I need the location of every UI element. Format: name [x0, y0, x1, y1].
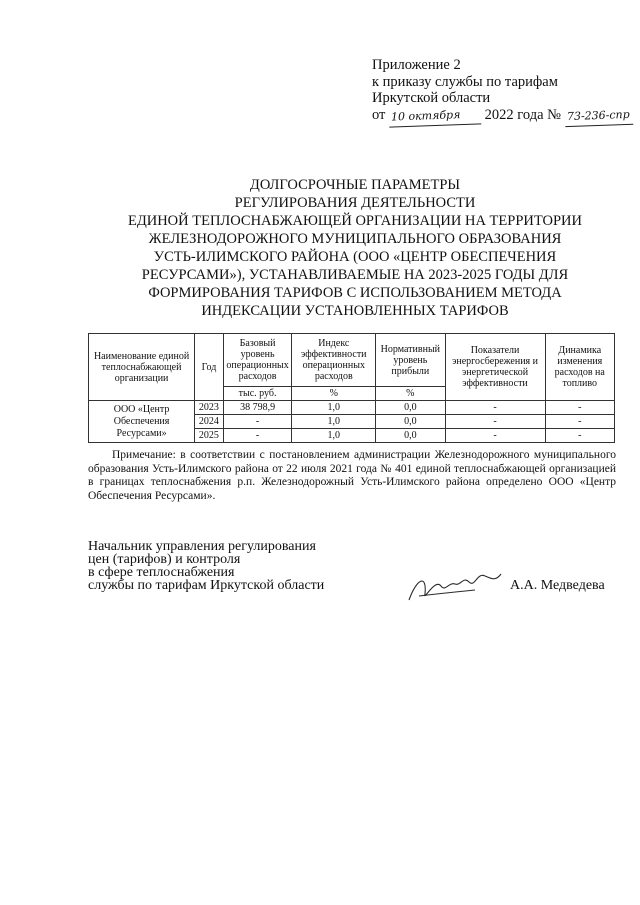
appendix-line-3: Иркутской области	[372, 90, 491, 106]
fuel-cell: -	[545, 401, 614, 415]
fuel-cell: -	[545, 429, 614, 443]
order-number-handwritten: 73-236-спр	[564, 106, 633, 126]
header-profit: Нормативный уровень прибыли	[376, 334, 445, 387]
position-line: службы по тарифам Иркутской области	[88, 578, 325, 593]
header-fuel: Динамика изменения расходов на топливо	[545, 334, 614, 401]
base-cell: 38 798,9	[223, 401, 292, 415]
title-line: РЕГУЛИРОВАНИЯ ДЕЯТЕЛЬНОСТИ	[234, 195, 476, 211]
title-line: ДОЛГОСРОЧНЫЕ ПАРАМЕТРЫ	[249, 177, 461, 193]
header-year: Год	[195, 334, 224, 401]
document-title	[85, 176, 625, 320]
energy-cell: -	[445, 401, 545, 415]
org-name-cell: ООО «Центр Обеспечения Ресурсами»	[89, 401, 195, 443]
position-line: Начальник управления регулирования	[88, 539, 316, 554]
appendix-line-1: Приложение 2	[372, 57, 461, 73]
parameters-table	[88, 333, 615, 443]
header-org: Наименование единой теплоснабжающей организации	[89, 334, 195, 401]
order-date-prefix: от	[372, 106, 386, 123]
unit-index: %	[292, 387, 376, 401]
unit-base: тыс. руб.	[223, 387, 292, 401]
order-year-text: 2022 года №	[484, 106, 561, 123]
title-line: ИНДЕКСАЦИИ УСТАНОВЛЕННЫХ ТАРИФОВ	[201, 303, 509, 319]
year-cell: 2025	[195, 429, 224, 443]
energy-cell: -	[445, 415, 545, 429]
energy-cell: -	[445, 429, 545, 443]
profit-cell: 0,0	[376, 429, 445, 443]
signatory-position	[88, 540, 324, 592]
year-cell: 2023	[195, 401, 224, 415]
signatory-name: А.А. Медведева	[510, 578, 605, 593]
table-header-row	[89, 334, 615, 387]
profit-cell: 0,0	[376, 415, 445, 429]
appendix-block	[372, 57, 633, 125]
index-cell: 1,0	[292, 415, 376, 429]
profit-cell: 0,0	[376, 401, 445, 415]
index-cell: 1,0	[292, 429, 376, 443]
base-cell: -	[223, 415, 292, 429]
header-base: Базовый уровень операционных расходов	[223, 334, 292, 387]
title-line: ЖЕЛЕЗНОДОРОЖНОГО МУНИЦИПАЛЬНОГО ОБРАЗОВАНИЯ	[148, 231, 562, 247]
base-cell: -	[223, 429, 292, 443]
title-line: ФОРМИРОВАНИЯ ТАРИФОВ С ИСПОЛЬЗОВАНИЕМ МЕТОДА	[148, 285, 562, 301]
unit-profit: %	[376, 387, 445, 401]
position-line: в сфере теплоснабжения	[88, 565, 235, 580]
handwritten-signature	[405, 568, 505, 608]
table-row	[89, 401, 615, 415]
order-date-handwritten: 10 октября	[389, 106, 482, 127]
appendix-line-2: к приказу службы по тарифам	[372, 73, 558, 90]
order-date-line	[372, 107, 633, 126]
title-line: УСТЬ-ИЛИМСКОГО РАЙОНА (ООО «ЦЕНТР ОБЕСПЕЧЕНИЯ	[153, 249, 557, 265]
index-cell: 1,0	[292, 401, 376, 415]
year-cell: 2024	[195, 415, 224, 429]
title-line: ЕДИНОЙ ТЕПЛОСНАБЖАЮЩЕЙ ОРГАНИЗАЦИИ НА ТЕРРИТОРИИ	[127, 213, 582, 229]
header-energy: Показатели энергосбережения и энергетической эффективности	[445, 334, 545, 401]
title-line: РЕСУРСАМИ»), УСТАНАВЛИВАЕМЫЕ НА 2023-2025 ГОДЫ ДЛЯ	[141, 267, 569, 283]
fuel-cell: -	[545, 415, 614, 429]
note-paragraph: Примечание: в соответствии с постановлением администрации Железнодорожного муниципального образования Усть-Илимского района от 22 июля 2021 года № 401 единой теплоснабжающей организацией в границах теплоснабжения р.п. Железнодорожный Усть-Илимского района определено ООО «Центр Обеспечения Ресурсами».	[88, 449, 616, 502]
position-line: цен (тарифов) и контроля	[88, 552, 241, 567]
header-index: Индекс эффективности операционных расходов	[292, 334, 376, 387]
